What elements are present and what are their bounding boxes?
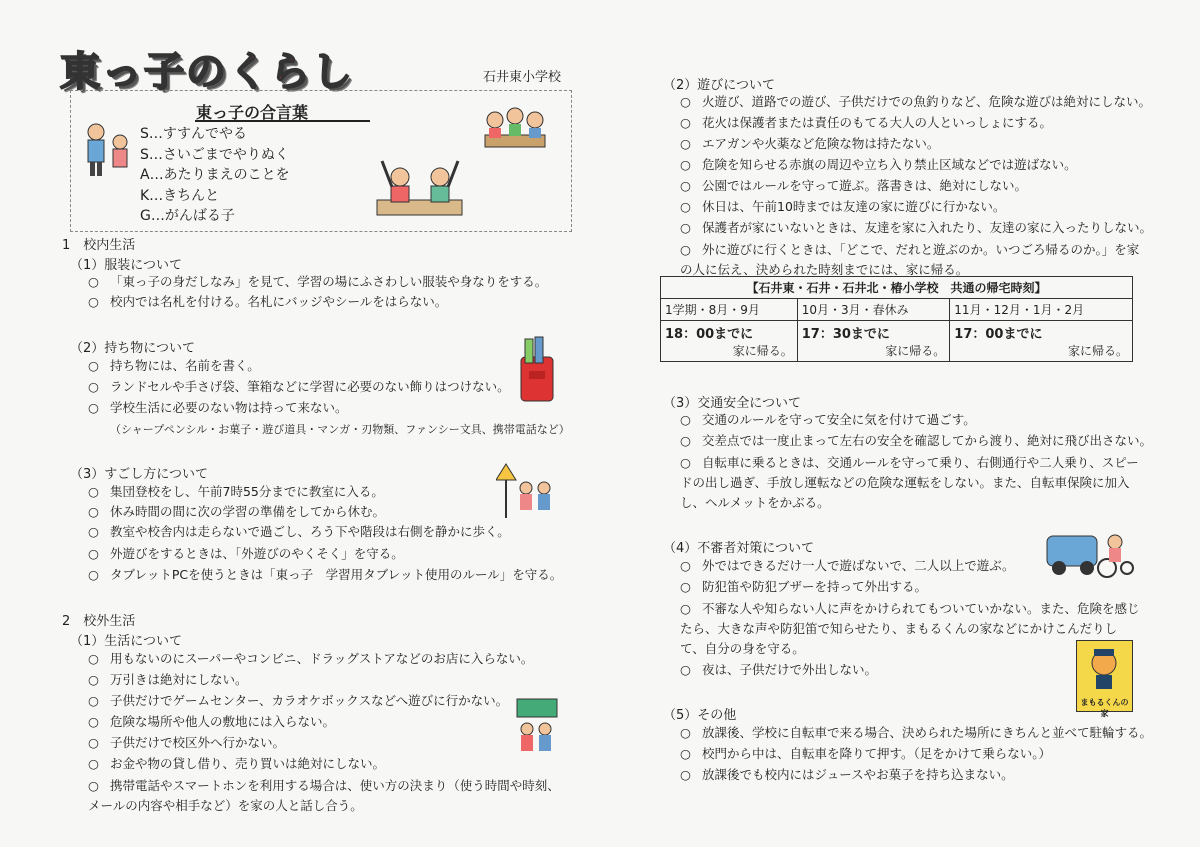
section-2-title: 2 校外生活 [62,614,136,629]
list-item: ○ 持ち物には、名前を書く。 [88,358,260,373]
list-item: ○ 外に遊びに行くときは、「どこで、だれと遊ぶのか。いつごろ帰るのか。」を家の人に伝え、決められた時刻までには、家に帰る。 [680,242,1140,277]
list-item: ○ 「東っ子の身だしなみ」を見て、学習の場にふさわしい服装や身なりをする。 [88,274,548,289]
list-item: ○ 子供だけでゲームセンター、カラオケボックスなどへ遊びに行かない。 [88,693,509,708]
section-1-title: 1 校内生活 [62,238,136,253]
subsection-traffic-title: （3）交通安全について [663,396,802,411]
motto-line: G…がんばる子 [140,208,235,224]
subsection-suspicious-persons-title: （4）不審者対策について [663,541,815,556]
list-item: ○ 自転車に乗るときは、交通ルールを守って乗り、右側通行や二人乗り、スピードの出し過ぎ、手放し運転などの危険な運転をしない。また、自転車保険に加入し、ヘルメットをかぶる。 [680,455,1139,510]
list-item: ○ 外ではできるだけ一人で遊ばないで、二人以上で遊ぶ。 [680,558,1015,573]
list-item: ○ エアガンや火薬など危険な物は持たない。 [680,136,940,151]
motto-list [140,124,290,227]
table-cell: 17：00までに 家に帰る。 [950,321,1133,362]
list-item: ○ 教室や校舎内は走らないで過ごし、ろう下や階段は右側を静かに歩く。 [88,524,510,539]
list-item: ○ 放課後でも校内にはジュースやお菓子を持ち込まない。 [680,767,1014,782]
motto-title: 東っ子の合言葉 [196,103,309,122]
mamoru-kun-sign-label: まもるくんの家 [1080,698,1129,718]
list-item: ○ 万引きは絶対にしない。 [88,672,248,687]
motto-line: A…あたりまえのことを [140,167,290,183]
children-walking-to-school-illustration [496,462,556,522]
list-item: ○ 携帯電話やスマートホンを利用する場合は、使い方の決まり（使う時間や時刻、メールの内容や相手など）を家の人と話し合う。 [88,778,560,813]
list-item: ○ ランドセルや手さげ袋、筆箱などに学習に必要のない飾りはつけない。 [88,379,510,394]
list-item: ○ 防犯笛や防犯ブザーを持って外出する。 [680,579,928,594]
subsection-clothing-title: （1）服装について [70,258,183,273]
list-item: ○ 交通のルールを守って安全に気を付けて過ごす。 [680,412,976,427]
motto-underline [195,120,370,122]
table-header: 1学期・8月・9月 [661,299,798,321]
table-header: 11月・12月・1月・2月 [950,299,1133,321]
subsection-conduct-title: （3）すごし方について [70,467,209,482]
return-time-table [660,276,1133,362]
table-cell: 18：00までに 家に帰る。 [661,321,798,362]
school-name: 石井東小学校 [483,70,562,85]
list-item: ○ 火遊び、道路での遊び、子供だけでの魚釣りなど、危険な遊びは絶対にしない。 [680,94,1152,109]
motto-line: S…すすんでやる [140,126,248,142]
list-item: ○ 公園ではルールを守って遊ぶ。落書きは、絶対にしない。 [680,178,1028,193]
list-item: ○ 子供だけで校区外へ行かない。 [88,735,286,750]
list-item: ○ 集団登校をし、午前7時55分までに教室に入る。 [88,484,384,499]
list-item: ○ 不審な人や知らない人に声をかけられてもついていかない。また、危険を感じたら、大きな声や防犯笛で知らせたり、まもるくんの家などにかけこんだりして、自分の身を守る。 [680,601,1140,656]
list-item: ○ 休み時間の間に次の学習の準備をしてから休む。 [88,504,386,519]
motto-line: S…さいごまでやりぬく [140,146,289,163]
list-item: ○ 危険を知らせる赤旗の周辺や立ち入り禁止区域などでは遊ばない。 [680,157,1077,172]
list-item: ○ 校門から中は、自転車を降りて押す。（足をかけて乗らない。） [680,746,1052,761]
children-eating-illustration [475,100,555,170]
subsection-play-title: （2）遊びについて [663,78,776,93]
table-cell: 17：30までに 家に帰る。 [797,321,950,362]
list-item: ○ 夜は、子供だけで外出しない。 [680,662,878,677]
subsection-daily-life-title: （1）生活について [70,634,183,649]
list-item: ○ 危険な場所や他人の敷地には入らない。 [88,714,336,729]
children-walking-illustration [78,120,138,180]
belongings-note: （シャープペンシル・お菓子・遊び道具・マンガ・刃物類、ファンシー文具、携帯電話など） [110,423,570,436]
list-item: ○ タブレットPCを使うときは「東っ子 学習用タブレット使用のルール」を守る。 [88,567,563,582]
page-title: 東っ子のくらし [60,49,354,95]
car-and-bicycle-illustration [1045,518,1135,583]
list-item: ○ 休日は、午前10時までは友達の家に遊びに行かない。 [680,199,1006,214]
list-item: ○ お金や物の貸し借り、売り買いは絶対にしない。 [88,756,386,771]
list-item: ○ 花火は保護者または責任のもてる大人の人といっしょにする。 [680,115,1053,130]
list-item: ○ 校内では名札を付ける。名札にバッジやシールをはらない。 [88,294,448,309]
title-banner [60,40,440,96]
table-header: 10月・3月・春休み [797,299,950,321]
return-time-caption: 【石井東・石井・石井北・椿小学校 共通の帰宅時刻】 [661,277,1133,299]
list-item: ○ 交差点では一度止まって左右の安全を確認してから渡り、絶対に飛び出さない。 [680,433,1153,448]
subsection-other-title: （5）その他 [663,708,737,723]
subsection-belongings-title: （2）持ち物について [70,341,196,356]
students-raising-hands-illustration [372,155,467,220]
list-item: ○ 用もないのにスーパーやコンビニ、ドラッグストアなどのお店に入らない。 [88,651,534,666]
motto-line: K…きちんと [140,187,220,204]
list-item: ○ 放課後、学校に自転車で来る場合、決められた場所にきちんと並べて駐輪する。 [680,725,1153,740]
store-scene-illustration [515,697,560,757]
list-item: ○ 保護者が家にいないときは、友達を家に入れたり、友達の家に入ったりしない。 [680,220,1153,235]
list-item: ○ 外遊びをするときは、「外遊びのやくそく」を守る。 [88,546,404,561]
school-bag-illustration [515,335,560,405]
list-item: ○ 学校生活に必要のない物は持って来ない。 [88,400,348,415]
